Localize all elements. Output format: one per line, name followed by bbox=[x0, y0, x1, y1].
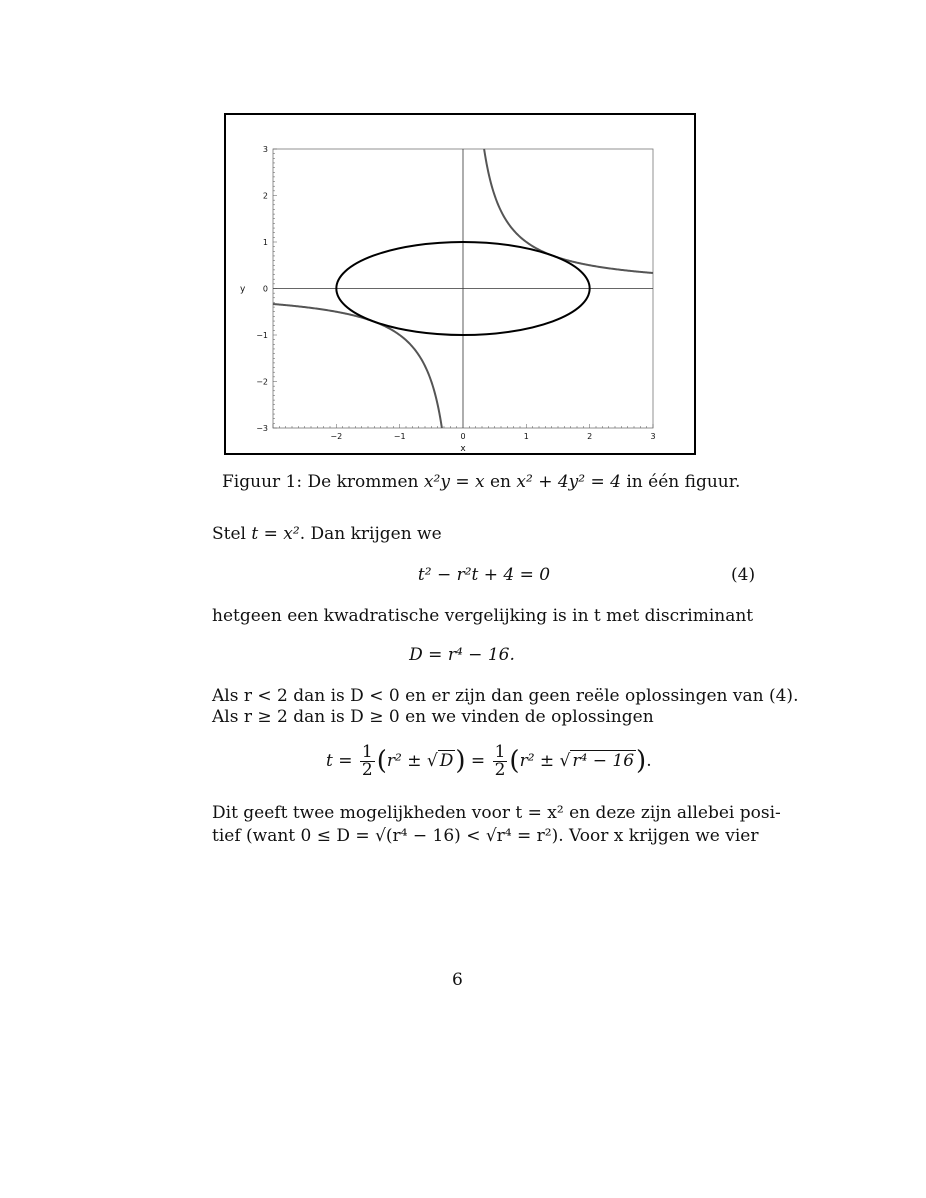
paragraph-3-line-2: Als r ≥ 2 dan is D ≥ 0 en we vinden de oplossingen bbox=[212, 707, 654, 727]
x-tick-label: −1 bbox=[393, 432, 406, 441]
eq-t-inner1: r² ± bbox=[386, 751, 422, 771]
curve-plot bbox=[226, 115, 694, 453]
p1-after: . Dan krijgen we bbox=[299, 524, 442, 544]
y-axis-label: y bbox=[240, 284, 246, 295]
x-tick-label: 1 bbox=[523, 432, 529, 441]
eq-t-end: . bbox=[646, 751, 652, 771]
y-tick-label: 0 bbox=[262, 284, 268, 294]
eq-t-lhs: t = bbox=[326, 751, 353, 771]
caption-label: Figuur 1: bbox=[222, 472, 303, 492]
x-tick-label: 3 bbox=[650, 432, 656, 441]
equation-discriminant bbox=[212, 645, 712, 666]
y-tick-label: −1 bbox=[256, 331, 268, 340]
fraction-numerator: 1 bbox=[494, 742, 506, 762]
y-tick-label: 2 bbox=[262, 191, 268, 201]
hyperbola-branch-1 bbox=[484, 149, 653, 273]
fraction-denominator: 2 bbox=[361, 760, 373, 780]
paragraph-1 bbox=[212, 524, 442, 545]
fraction-denominator: 2 bbox=[494, 760, 506, 780]
caption-text-after: in één figuur. bbox=[626, 472, 741, 492]
caption-text-before: De krommen bbox=[307, 472, 419, 492]
paragraph-2: hetgeen een kwadratische vergelijking is in t met discriminant bbox=[212, 606, 754, 626]
hyperbola-branch-2 bbox=[273, 304, 442, 428]
p1-before: Stel bbox=[212, 524, 246, 544]
equation-solutions: t = $\frac{1}{2}$ (r² ± √ D) = $\frac{1}{2}$ (r² ± √ r⁴ − 16). bbox=[326, 742, 652, 780]
paragraph-4-line-1: Dit geeft twee mogelijkheden voor t = x² en deze zijn allebei posi- bbox=[212, 803, 781, 823]
figure-caption bbox=[222, 472, 742, 492]
y-tick-label: −3 bbox=[256, 424, 268, 433]
caption-equation-2: x² + 4y² = 4 bbox=[516, 472, 621, 492]
p1-equation: t = x² bbox=[251, 524, 300, 544]
equation-4-body: t² − r²t + 4 = 0 bbox=[417, 565, 551, 585]
eq-t-eqsign: = bbox=[470, 751, 486, 771]
caption-mid: en bbox=[489, 472, 511, 492]
paren-open-2: ( bbox=[509, 746, 520, 776]
paragraph-4-line-2: tief (want 0 ≤ D = √(r⁴ − 16) < √r⁴ = r²). Voor x krijgen we vier bbox=[212, 826, 759, 846]
x-tick-label: −2 bbox=[330, 432, 343, 441]
paren-close-2: ) bbox=[636, 746, 647, 776]
equation-4-number: (4) bbox=[731, 565, 756, 585]
page-number: 6 bbox=[452, 970, 463, 990]
y-tick-label: 1 bbox=[262, 238, 268, 247]
paren-close-1: ) bbox=[455, 746, 466, 776]
x-tick-label: 0 bbox=[460, 432, 466, 441]
eq-t-inner2: r² ± bbox=[519, 751, 555, 771]
x-tick-label: 2 bbox=[587, 432, 593, 441]
y-tick-label: 3 bbox=[262, 145, 268, 154]
fraction-numerator: 1 bbox=[361, 742, 373, 762]
equation-discriminant-body: D = r⁴ − 16. bbox=[409, 645, 515, 665]
y-tick-label: −2 bbox=[256, 377, 268, 387]
x-axis-label: x bbox=[460, 444, 466, 453]
caption-equation-1: x²y = x bbox=[423, 472, 485, 492]
figure-frame bbox=[224, 113, 696, 455]
sqrt-r4-16: r⁴ − 16 bbox=[572, 751, 635, 771]
paren-open-1: ( bbox=[376, 746, 387, 776]
paragraph-3-line-1: Als r < 2 dan is D < 0 en er zijn dan geen reële oplossingen van (4). bbox=[212, 686, 799, 706]
fraction-half-1 bbox=[360, 744, 375, 779]
fraction-half-2 bbox=[493, 744, 508, 779]
sqrt-d: D bbox=[439, 751, 454, 771]
equation-4 bbox=[212, 565, 756, 586]
